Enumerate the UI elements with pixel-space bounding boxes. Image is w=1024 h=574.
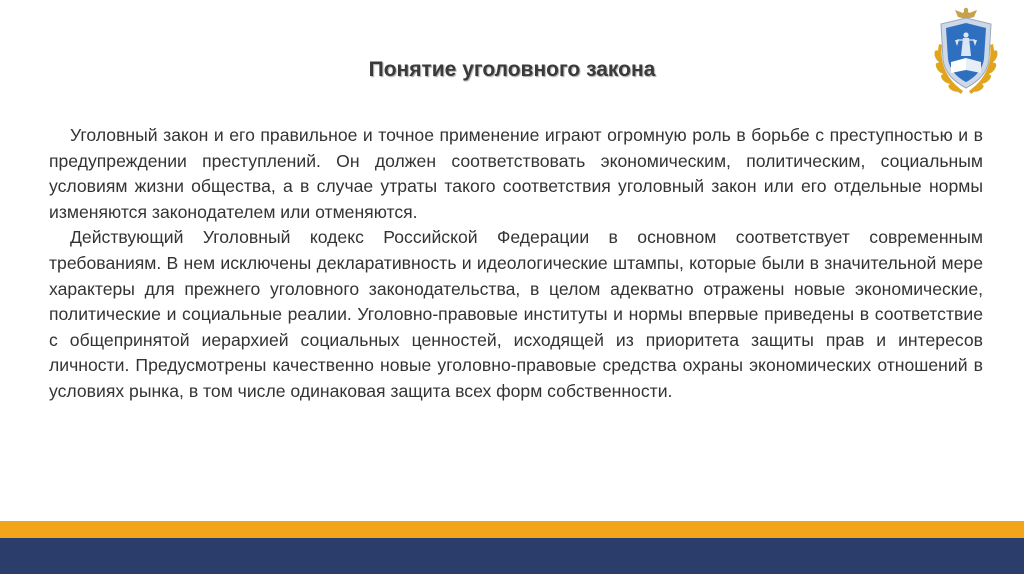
- footer-accent-bar: [0, 521, 1024, 538]
- footer-bar: [0, 538, 1024, 574]
- institution-emblem-icon: [929, 4, 1003, 102]
- paragraph-1: Уголовный закон и его правильное и точное применение играют огромную роль в борьбе с преступностью и в предупреждении преступлений. Он должен соответствовать экономическим, политическим, социальным условиям жизни общества, а в случае утраты такого соответствия уголовный закон или его отдельные нормы изменяются законодателем или отменяются.: [49, 125, 983, 222]
- paragraph-2: Действующий Уголовный кодекс Российской Федерации в основном соответствует современным требованиям. В нем исключены декларативность и идеологические штампы, которые были в значительной мере характеры для прежнего уголовного законодательства, в целом адекватно отражены новые экономические, политические и социальные реалии. Уголовно-правовые институты и нормы впервые приведены в соответствие с общепринятой иерархией социальных ценностей, исходящей из приоритета защиты прав и интересов личности. Предусмотрены качественно новые уголовно-правовые средства охраны экономических отношений в условиях рынка, в том числе одинаковая защита всех форм собственности.: [49, 227, 983, 401]
- slide-body: [49, 123, 983, 405]
- slide-title: Понятие уголовного закона: [368, 58, 656, 81]
- eagle-icon: [955, 8, 977, 19]
